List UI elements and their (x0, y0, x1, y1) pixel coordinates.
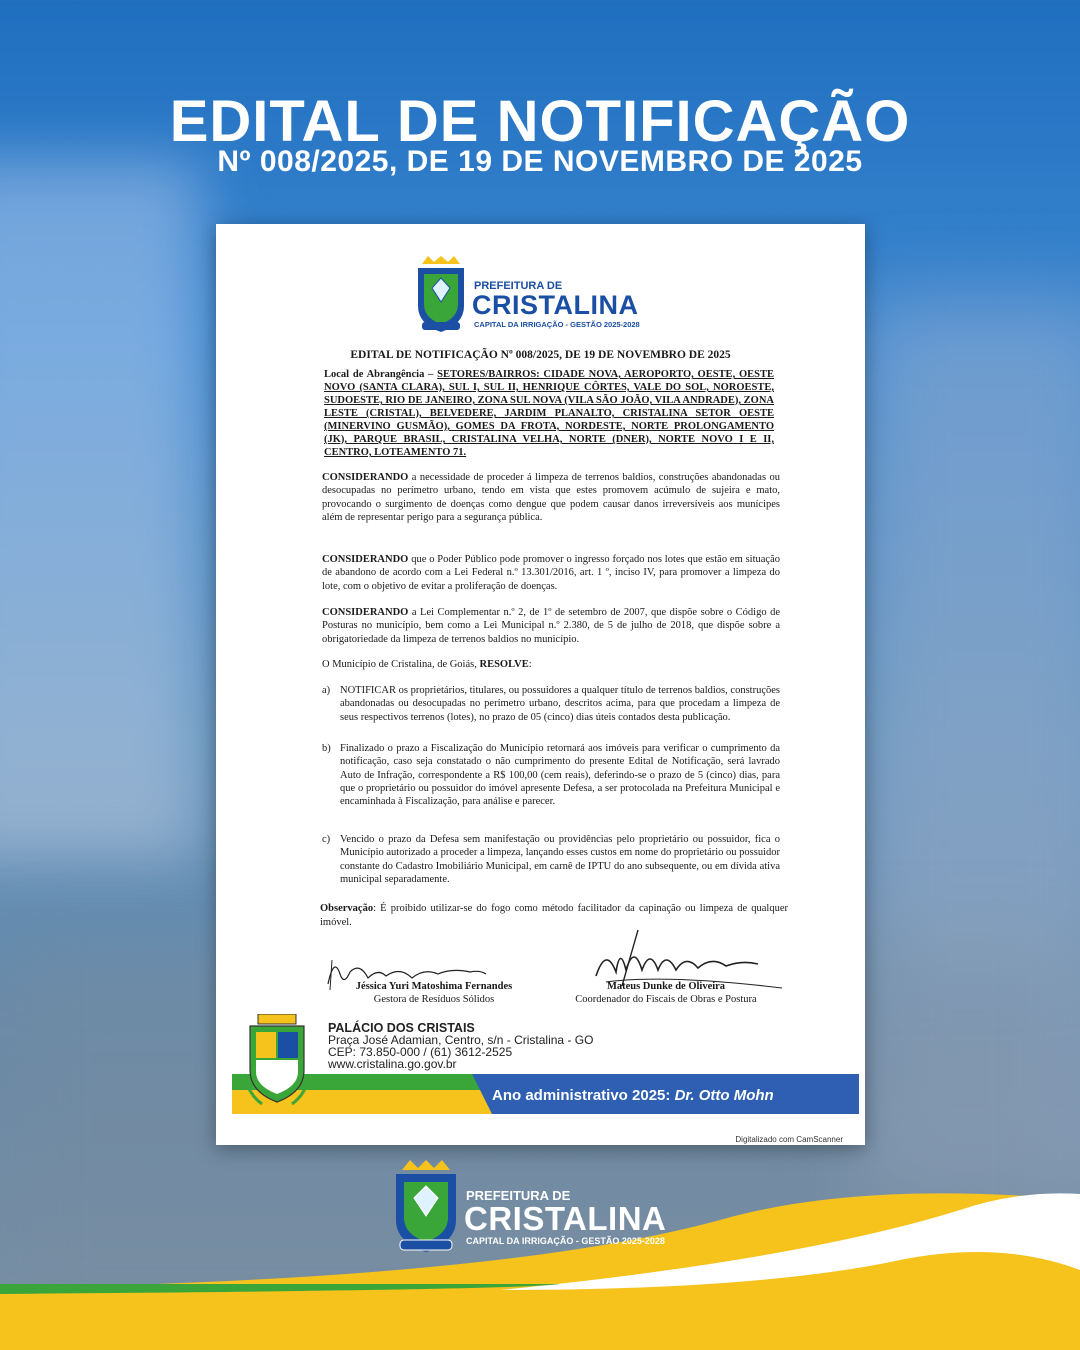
document-page (216, 224, 865, 1145)
resolve-text: O Município de Cristalina, de Goiás, (322, 659, 480, 670)
page-title: EDITAL DE NOTIFICAÇÃO (169, 89, 911, 154)
list-item (322, 684, 780, 724)
considerando-2-text: que o Poder Público pode promover o ingresso forçado nos lotes que estão em situação de abandono de acordo com a Lei Federal n.º 13.301/2016, art. 1 º, inciso IV, para promover a limpeza do lote, com o objetivo de evitar a proliferação de doenças. (322, 554, 780, 592)
admin-label: Ano administrativo 2025: (492, 1087, 675, 1104)
signer-2-name: Mateus Dunke de Oliveira (606, 981, 726, 992)
footer-line-1: PALÁCIO DOS CRISTAIS (328, 1021, 475, 1035)
footer-address (328, 1022, 593, 1070)
page-subtitle: Nº 008/2025, DE 19 DE NOVEMBRO DE 2025 (217, 145, 863, 178)
footer-line-2: Praça José Adamian, Centro, s/n - Cristalina - GO (328, 1033, 594, 1047)
brand-line-3: CAPITAL DA IRRIGAÇÃO - GESTÃO 2025-2028 (474, 320, 640, 329)
coverage-area (324, 368, 774, 459)
signer-1-name: Jéssica Yuri Matoshima Fernandes (355, 981, 513, 992)
brand-line-1: PREFEITURA DE (466, 1188, 571, 1203)
considerando-label: CONSIDERANDO (322, 472, 409, 483)
considerando-3 (322, 606, 780, 646)
considerando-label: CONSIDERANDO (322, 607, 409, 618)
item-text: Vencido o prazo da Defesa sem manifestação ou providências pelo proprietário ou possuidor, fica o Município autorizado a proceder a limpeza, lançando esses custos em nome do proprietário ou possuidor constante do Cadastro Imobiliário Municipal, em carnê de IPTU do ano subsequente, ou em dívida ativa municipal separadamente. (340, 834, 780, 885)
resolve-label: RESOLVE (479, 659, 529, 670)
item-text: NOTIFICAR os proprietários, titulares, ou possuidores a qualquer título de terrenos baldios, construções abandonadas ou desocupadas no perímetro urbano, descritos acima, para que procedam a limpeza de seus respectivos terrenos (lotes), no prazo de 05 (cinco) dias úteis contados desta publicação. (340, 685, 780, 723)
signer-2-role: Coordenador do Fiscais de Obras e Postura (575, 994, 757, 1005)
coat-of-arms-icon (242, 1014, 312, 1110)
considerando-3-text: a Lei Complementar n.º 2, de 1º de setembro de 2007, que dispõe sobre o Código de Posturas no município, bem como a Lei Municipal n.º 2.380, de 5 de julho de 2018, que dispõe sobre a obrigatoriedade da limpeza de terrenos baldios no município. (322, 607, 780, 645)
considerando-2 (322, 553, 780, 593)
item-marker: b) (322, 743, 331, 754)
brand-line-3: CAPITAL DA IRRIGAÇÃO - GESTÃO 2025-2028 (466, 1236, 665, 1246)
scan-note: Digitalizado com CamScanner (735, 1135, 843, 1144)
signature-block-1 (324, 980, 544, 1006)
brand-line-2: CRISTALINA (464, 1200, 667, 1237)
coverage-value: SETORES/BAIRROS: CIDADE NOVA, AEROPORTO, OESTE, OESTE NOVO (SANTA CLARA), SUL I, SUL II, HENRIQUE CÔRTES, VALE DO SOL, NOROESTE, SUDOESTE, RIO DE JANEIRO, ZONA SUL NOVA (VILA SÃO JOÃO, VILA ANDRADE), ZONA LESTE (CRISTAL), BELVEDERE, JARDIM PLANALTO, CRISTALINA SETOR OESTE (MINERVINO GUSMÃO), GOMES DA FROTA, NORDESTE, NORTE PROLONGAMENTO (JK), PARQUE BRASIL, CRISTALINA VELHA, NORTE (DNER), NORTE NOVO I E II, CENTRO, LOTEAMENTO 71. (324, 369, 774, 458)
considerando-1 (322, 471, 780, 524)
coverage-label: Local de Abrangência – (324, 369, 438, 380)
admin-name: Dr. Otto Mohn (674, 1087, 774, 1104)
considerando-label: CONSIDERANDO (322, 554, 409, 565)
document-footer (232, 1014, 859, 1124)
item-marker: a) (322, 685, 331, 696)
footer-line-3: CEP: 73.850-000 / (61) 3612-2525 (328, 1045, 513, 1059)
document-title: EDITAL DE NOTIFICAÇÃO Nº 008/2025, DE 19 DE NOVEMBRO DE 2025 (350, 349, 731, 361)
admin-text (492, 1087, 774, 1104)
signature-block-2 (546, 980, 786, 1006)
footer-line-4: www.cristalina.go.gov.br (328, 1057, 457, 1071)
signer-1-role: Gestora de Resíduos Sólidos (373, 994, 495, 1005)
admin-band (232, 1074, 859, 1114)
crest-icon (388, 1160, 464, 1255)
list-item (322, 833, 780, 886)
resolve-paragraph (322, 658, 780, 671)
item-marker: c) (322, 834, 331, 845)
considerando-1-text: a necessidade de proceder á limpeza de terrenos baldios, construções abandonadas ou desocupadas no perímetro urbano, tendo em vista que estes promovem acúmulo de sujeira e mato, provocando o surgimento de doenças como dengue que podem causar danos irreversíveis aos munícipes além de representar perigo para a segurança pública. (322, 472, 780, 523)
crest-icon (412, 256, 470, 336)
observation-label: Observação (320, 903, 374, 914)
list-item (322, 742, 780, 808)
brand-line-1: PREFEITURA DE (474, 280, 563, 292)
brand-line-2: CRISTALINA (472, 290, 639, 320)
resolve-end: : (528, 659, 532, 670)
observation-text: : É proibido utilizar-se do fogo como método facilitador da capinação ou limpeza de qualquer imóvel. (320, 903, 788, 928)
document-logo (412, 256, 672, 336)
bottom-logo (388, 1160, 708, 1255)
item-text: Finalizado o prazo a Fiscalização do Município retornará aos imóveis para verificar o cumprimento da notificação, caso seja constatado o não cumprimento do presente Edital de Notificação, será lavrado Auto de Infração, correspondente a R$ 100,00 (cem reais), deferindo-se o prazo de 5 (cinco) dias, para que o proprietário ou possuidor do imóvel apresente Defesa, a ser protocolada na Prefeitura Municipal e encaminhada à Fiscalização, para análise e parecer. (340, 743, 780, 808)
